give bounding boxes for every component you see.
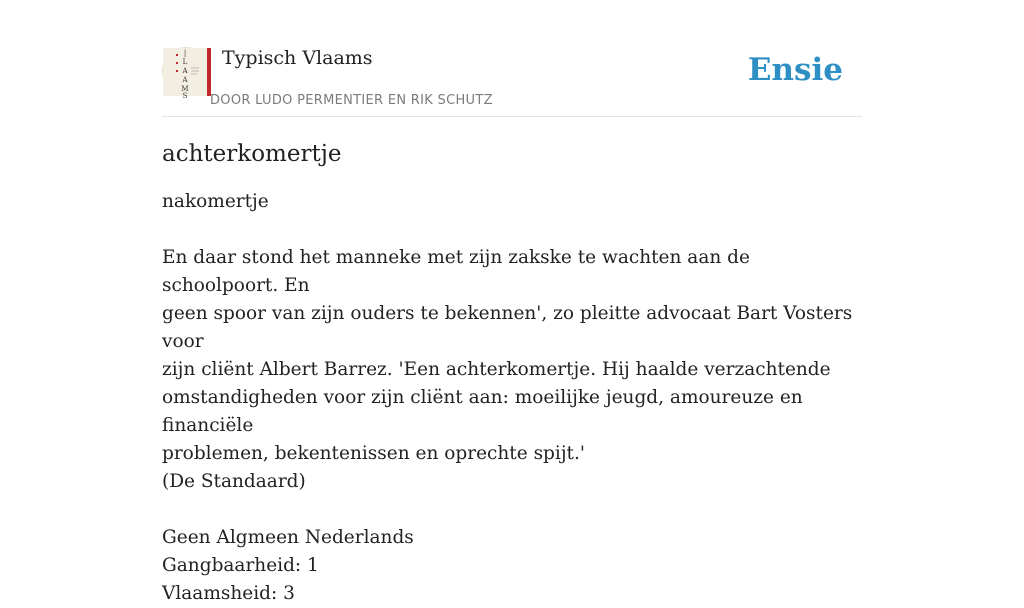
- vlaamsheid: Vlaamsheid: 3: [162, 583, 295, 604]
- header: [162, 40, 862, 117]
- dictionary-title[interactable]: Typisch Vlaams: [222, 47, 373, 69]
- register-label: Geen Algmeen Nederlands: [162, 527, 414, 548]
- quote-line: geen spoor van zijn ouders te bekennen', zo pleitte advocaat Bart Vosters voor: [162, 303, 853, 352]
- dictionary-authors: DOOR LUDO PERMENTIER EN RIK SCHUTZ: [210, 93, 493, 108]
- entry: [162, 138, 862, 608]
- brand-logo[interactable]: Ensie: [747, 52, 843, 88]
- svg-text:A: A: [182, 67, 188, 75]
- spacer: [162, 216, 862, 244]
- quote-line: problemen, bekentenissen en oprechte spijt.': [162, 443, 585, 464]
- book-cover-graphic: [163, 48, 211, 100]
- definition: nakomertje: [162, 191, 269, 212]
- quote-line: zijn cliënt Albert Barrez. 'Een achterkomertje. Hij haalde verzachtende: [162, 359, 831, 380]
- entry-body: [162, 188, 862, 608]
- gangbaarheid: Gangbaarheid: 1: [162, 555, 319, 576]
- svg-text:S: S: [182, 92, 188, 100]
- spacer: [162, 496, 862, 524]
- headword: achterkomertje: [162, 141, 342, 167]
- svg-text:L: L: [182, 58, 188, 66]
- svg-text:M: M: [181, 85, 189, 93]
- book-cover-icon[interactable]: [162, 47, 210, 100]
- svg-text:|: |: [183, 49, 187, 57]
- quote-source: (De Standaard): [162, 471, 306, 492]
- quote-line: omstandigheden voor zijn cliënt aan: moeilijke jeugd, amoureuze en financiële: [162, 387, 803, 436]
- svg-text:A: A: [182, 76, 188, 84]
- quote-line: En daar stond het manneke met zijn zakske te wachten aan de schoolpoort. En: [162, 247, 750, 296]
